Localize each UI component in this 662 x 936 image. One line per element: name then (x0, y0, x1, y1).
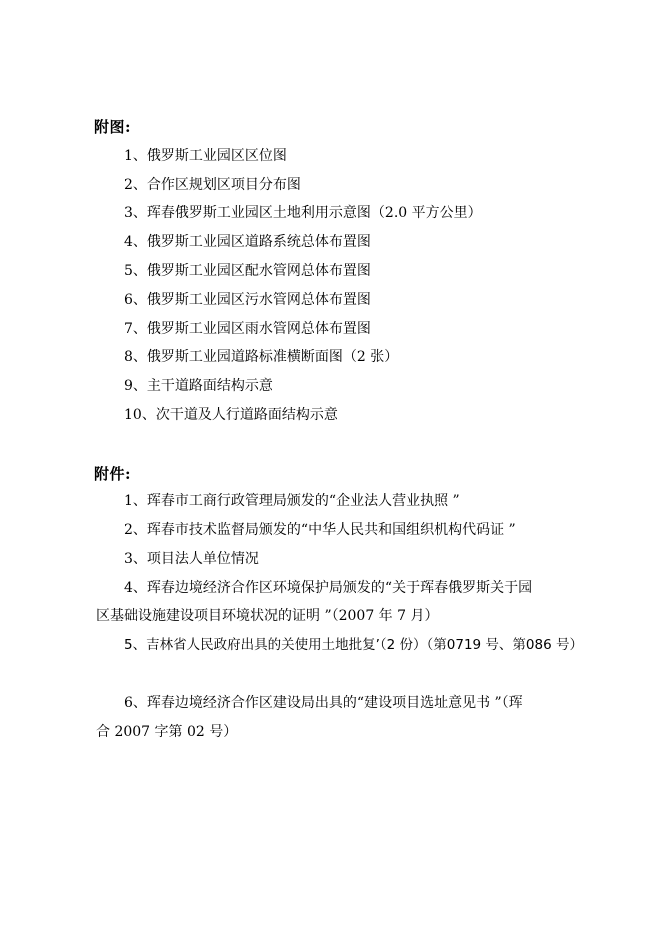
figure-item-10: 10、次干道及人行道路面结构示意 (124, 407, 338, 423)
figure-item-7: 7、俄罗斯工业园区雨水管网总体布置图 (124, 321, 371, 337)
attachment-item-6-line-2: 合 2007 字第 02 号） (96, 724, 238, 740)
figures-heading: 附图: (94, 118, 132, 136)
figure-item-3: 3、珲春俄罗斯工业园区土地利用示意图（2.0 平方公里） (124, 205, 482, 221)
attachment-item-6-line-1: 6、珲春边境经济合作区建设局出具的“建设项目选址意见书 ”（珲 (124, 695, 523, 711)
attachment-item-2: 2、珲春市技术监督局颁发的“中华人民共和国组织机构代码证 ” (124, 522, 516, 538)
attachment-item-5: 5、吉林省人民政府出具的关使用土地批复’（2 份）（第0719 号、第086 号） (124, 637, 583, 653)
attachment-item-3: 3、项目法人单位情况 (124, 551, 259, 567)
figure-item-4: 4、俄罗斯工业园区道路系统总体布置图 (124, 234, 371, 250)
figure-item-8: 8、俄罗斯工业园道路标准横断面图（2 张） (124, 349, 399, 365)
figure-item-5: 5、俄罗斯工业园区配水管网总体布置图 (124, 263, 371, 279)
figure-item-6: 6、俄罗斯工业园区污水管网总体布置图 (124, 292, 371, 308)
attachments-heading: 附件: (94, 465, 132, 483)
attachment-item-1: 1、珲春市工商行政管理局颁发的“企业法人营业执照 ” (124, 493, 460, 509)
figure-item-1: 1、俄罗斯工业园区区位图 (124, 148, 287, 164)
figure-item-9: 9、主干道路面结构示意 (124, 378, 273, 394)
attachment-item-4-line-1: 4、珲春边境经济合作区环境保护局颁发的“关于珲春俄罗斯关于园 (124, 580, 533, 596)
figure-item-2: 2、合作区规划区项目分布图 (124, 177, 301, 193)
attachment-item-4-line-2: 区基础设施建设项目环境状况的证明 ”（2007 年 7 月） (96, 608, 439, 624)
